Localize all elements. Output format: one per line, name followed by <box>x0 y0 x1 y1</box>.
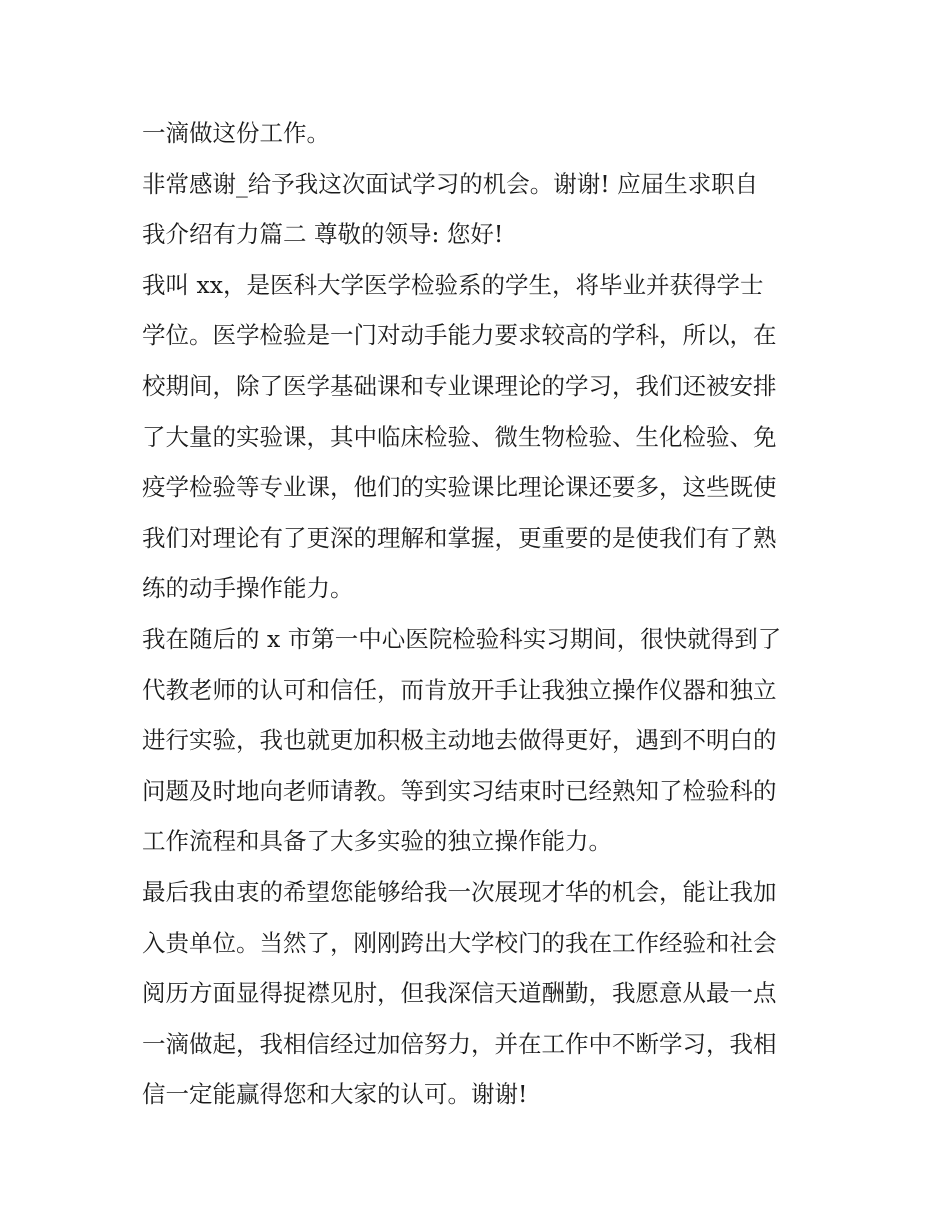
text-line: 了大量的实验课，其中临床检验、微生物检验、生化检验、免 <box>142 422 777 451</box>
text-line: 代教老师的认可和信任，而肯放开手让我独立操作仪器和独立 <box>142 675 777 704</box>
text-line: 非常感谢_给予我这次面试学习的机会。谢谢! 应届生求职自 <box>142 169 759 198</box>
text-line: 学位。医学检验是一门对动手能力要求较高的学科，所以，在 <box>142 321 777 350</box>
document-body <box>142 108 814 1120</box>
text-line: 最后我由衷的希望您能够给我一次展现才华的机会，能让我加 <box>142 877 777 906</box>
text-line: 入贵单位。当然了，刚刚跨出大学校门的我在工作经验和社会 <box>142 928 777 957</box>
text-line: 进行实验，我也就更加积极主动地去做得更好，遇到不明白的 <box>142 726 777 755</box>
text-line: 信一定能赢得您和大家的认可。谢谢! <box>142 1080 528 1109</box>
text-line: 工作流程和具备了大多实验的独立操作能力。 <box>142 827 612 856</box>
text-line: 我们对理论有了更深的理解和掌握，更重要的是使我们有了熟 <box>142 523 777 552</box>
text-line: 校期间，除了医学基础课和专业课理论的学习，我们还被安排 <box>142 371 777 400</box>
text-line: 问题及时地向老师请教。等到实习结束时已经熟知了检验科的 <box>142 776 777 805</box>
text-line: 我叫 xx，是医科大学医学检验系的学生，将毕业并获得学士 <box>142 270 764 299</box>
text-line: 一滴做这份工作。 <box>142 119 330 147</box>
text-line: 练的动手操作能力。 <box>142 574 354 603</box>
text-line: 我在随后的 x 市第一中心医院检验科实习期间，很快就得到了 <box>142 624 782 653</box>
text-line: 我介绍有力篇二 尊敬的领导: 您好! <box>142 220 504 249</box>
text-line: 阅历方面显得捉襟见肘，但我深信天道酬勤，我愿意从最一点 <box>142 979 777 1008</box>
text-line: 疫学检验等专业课，他们的实验课比理论课还要多，这些既使 <box>142 473 777 502</box>
text-line: 一滴做起，我相信经过加倍努力，并在工作中不断学习，我相 <box>142 1029 777 1058</box>
